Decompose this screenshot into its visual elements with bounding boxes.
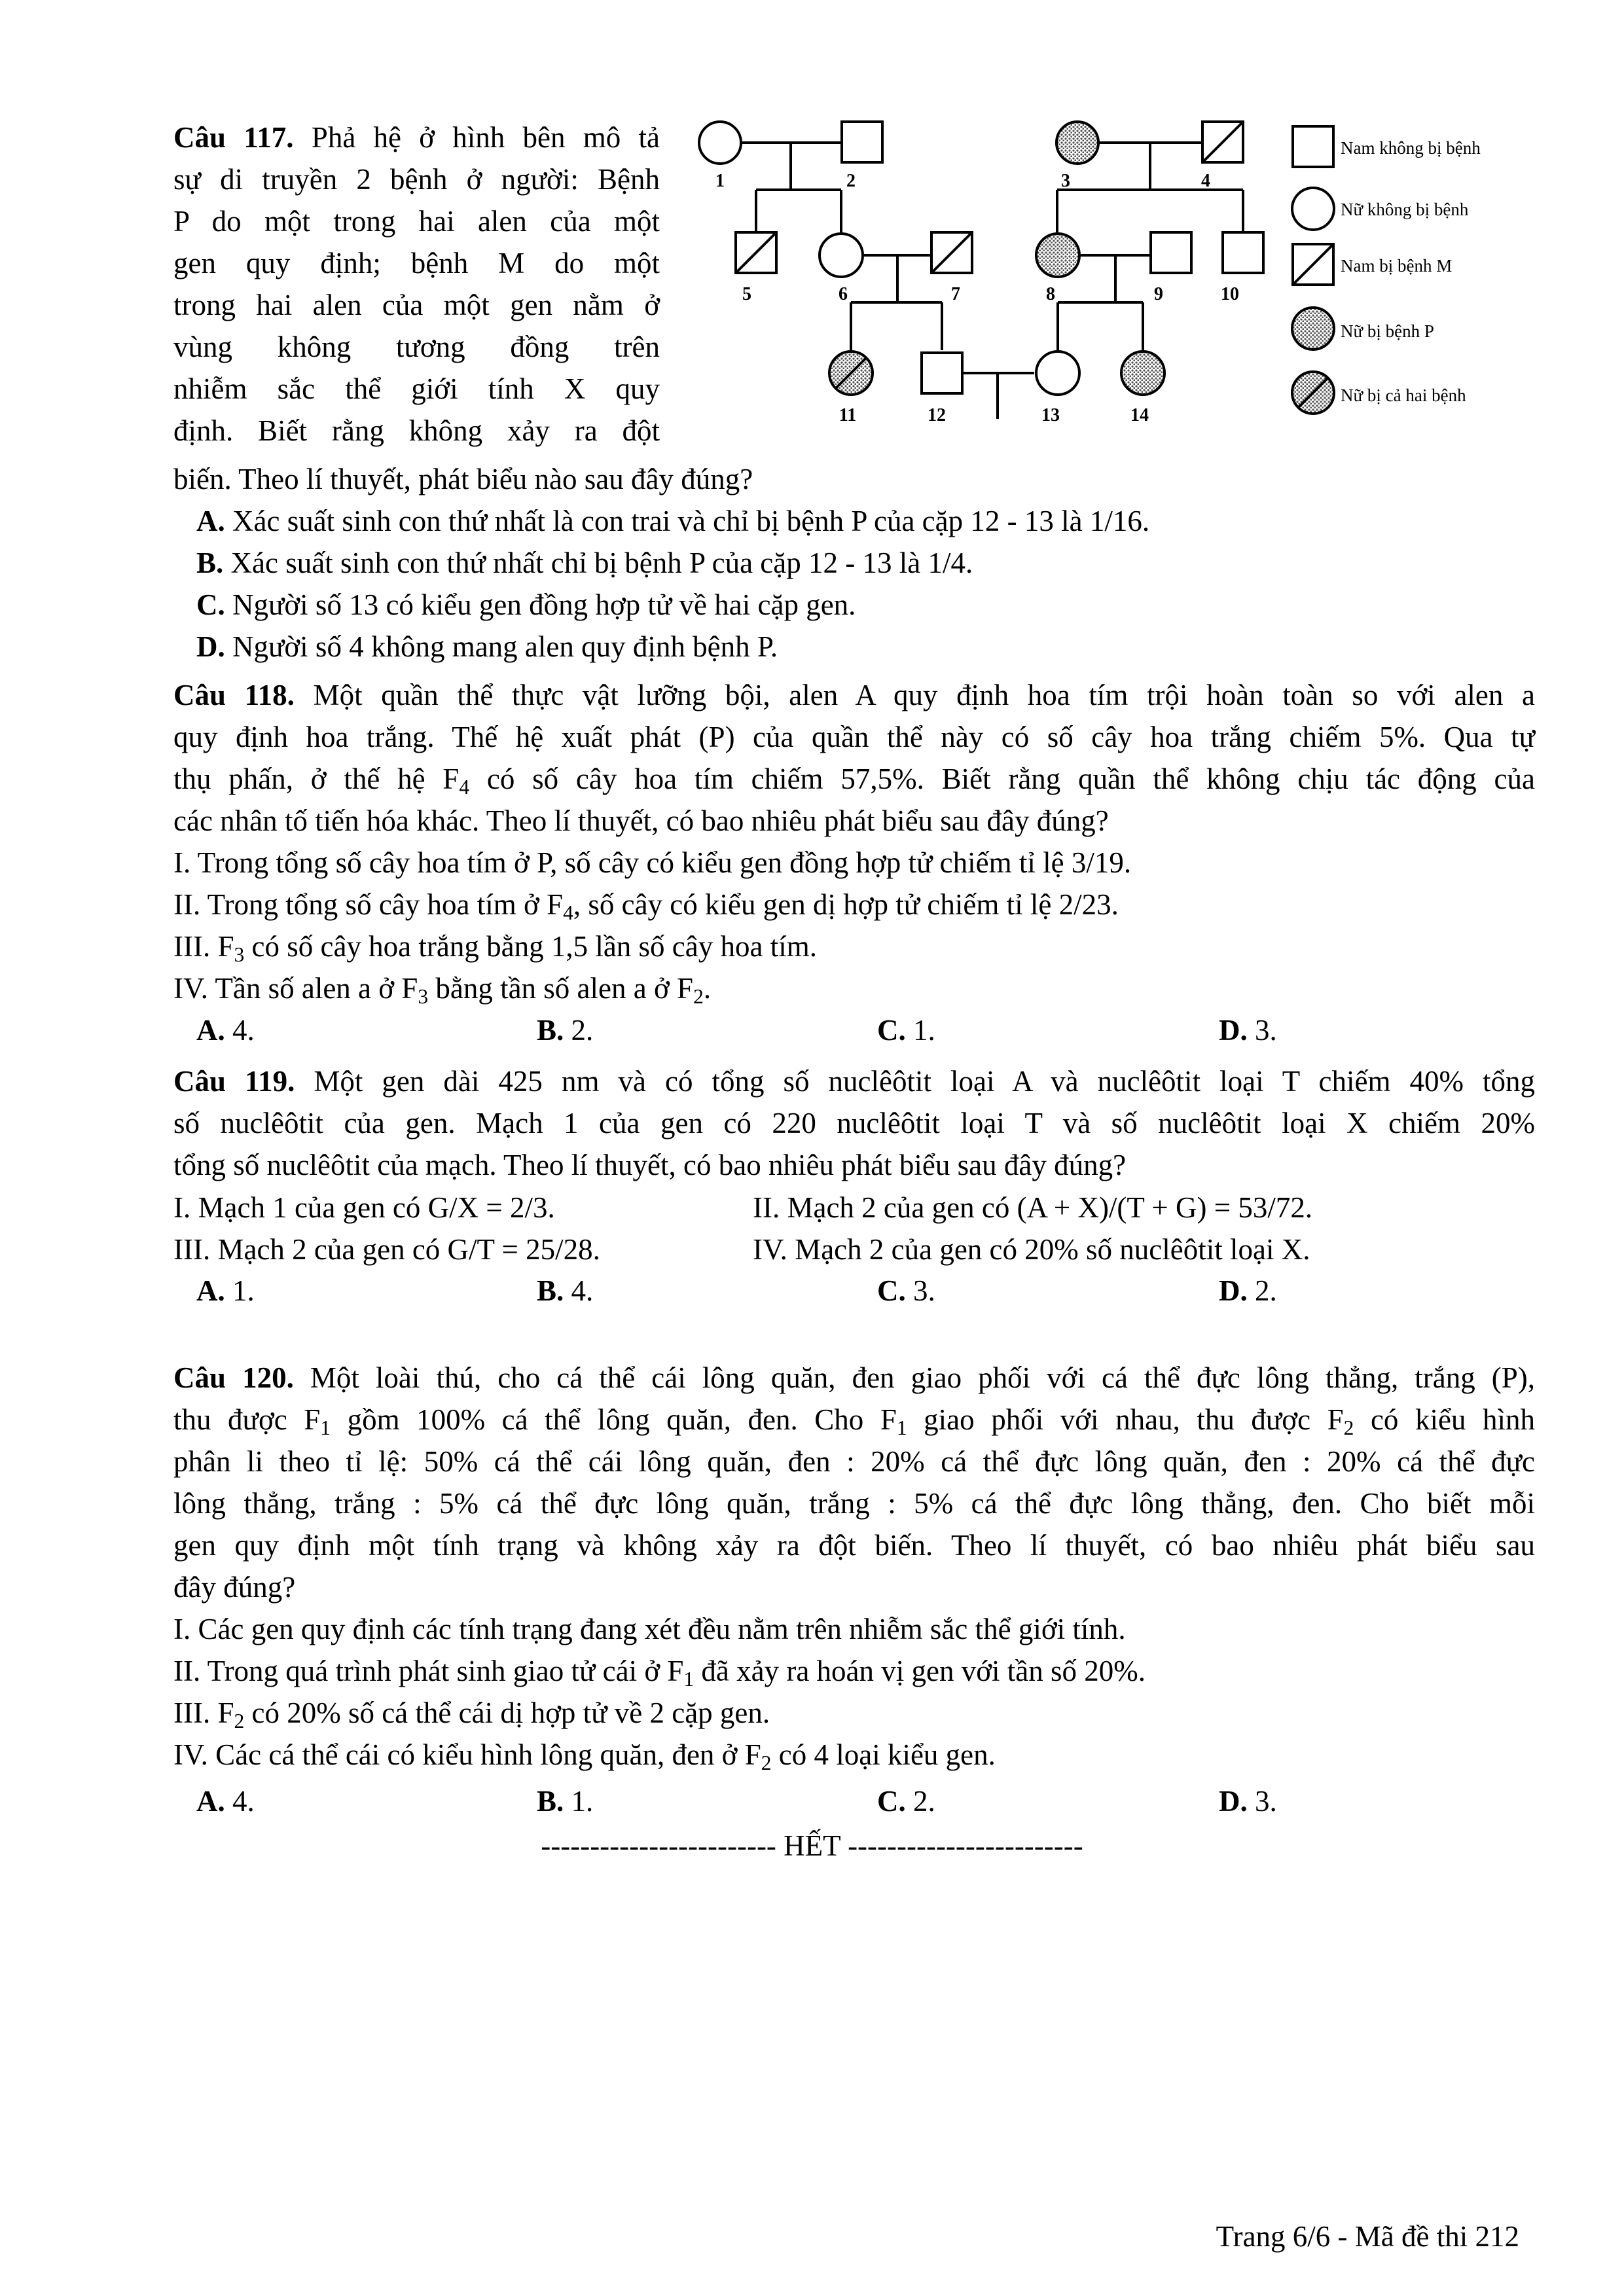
q118-statement-4: IV. Tần số alen a ở $F_3$ bằng tần số alen a ở $F_2$. — [173, 972, 712, 1008]
legend-label-female-both: Nữ bị cả hai bệnh — [1341, 386, 1466, 405]
q118-statement-3: III. $F_3$ có số cây hoa trắng bằng 1,5 lần số cây hoa tím. — [173, 930, 817, 966]
q117-option-b: B. Xác suất sinh con thứ nhất chỉ bị bệnh P của cặp 12 - 13 là 1/4. — [196, 547, 973, 579]
q118-line: Câu 118. Một quần thể thực vật lưỡng bội, alen A quy định hoa tím trội hoàn toàn so với alen a — [173, 679, 1535, 711]
label-9: 9 — [1154, 284, 1163, 304]
individual-12 — [922, 353, 962, 393]
q119-answer-a: A. 1. — [196, 1274, 255, 1307]
q118-answer-b: B. 2. — [537, 1014, 594, 1047]
q119-stem — [173, 1060, 1535, 1186]
q120-statement-1: I. Các gen quy định các tính trạng đang xét đều nằm trên nhiễm sắc thể giới tính. — [173, 1613, 1126, 1645]
q117-option-c: C. Người số 13 có kiểu gen đồng hợp tử về hai cặp gen. — [196, 588, 856, 621]
q120-statement-3: III. $F_2$ có 20% số cá thể cái dị hợp tử về 2 cặp gen. — [173, 1696, 770, 1732]
q120-line: thu được $F_1$ gồm 100% cá thể lông quăn, đen. Cho $F_1$ giao phối với nhau, thu được $F_2$ có kiểu hình — [173, 1403, 1535, 1439]
label-4: 4 — [1201, 171, 1210, 191]
q119-answer-d: D. 2. — [1219, 1274, 1277, 1307]
q119-statement-3: III. Mạch 2 của gen có G/T = 25/28. — [173, 1233, 600, 1266]
q118-stem — [173, 674, 1535, 1009]
q119-line: số nuclêôtit của gen. Mạch 1 của gen có 220 nuclêôtit loại T và số nuclêôtit loại X chiếm 20% — [173, 1107, 1535, 1139]
q117-intro — [173, 117, 660, 452]
label-7: 7 — [951, 284, 960, 304]
label-12: 12 — [928, 405, 946, 425]
question-label: Câu 117. — [173, 121, 294, 154]
q119-answer-b: B. 4. — [537, 1274, 594, 1307]
q118-answer-d: D. 3. — [1219, 1014, 1277, 1047]
q118-line: quy định hoa trắng. Thế hệ xuất phát (P) của quần thể này có số cây hoa trắng chiếm 5%. Qua tự — [173, 721, 1535, 753]
q120-statement-2: II. Trong quá trình phát sinh giao tử cái ở $F_1$ đã xảy ra hoán vị gen với tần số 20%. — [173, 1655, 1146, 1691]
individual-13 — [1036, 351, 1079, 395]
pedigree-diagram — [681, 111, 1532, 452]
q120-line: lông thẳng, trắng : 5% cá thể đực lông quăn, trắng : 5% cá thể đực lông thẳng, đen. Cho biết mỗi — [173, 1487, 1535, 1520]
label-13: 13 — [1041, 405, 1060, 425]
label-6: 6 — [839, 284, 848, 304]
q118-line: thụ phấn, ở thế hệ $F_4$ có số cây hoa tím chiếm 57,5%. Biết rằng quần thể không chịu tác động của — [173, 762, 1535, 798]
q120-statement-4: IV. Các cá thể cái có kiểu hình lông quăn, đen ở $F_2$ có 4 loại kiểu gen. — [173, 1738, 996, 1774]
legend-label-male-m: Nam bị bệnh M — [1341, 256, 1453, 276]
q119-answer-c: C. 3. — [877, 1274, 935, 1307]
q117-line: P do một trong hai alen của một — [173, 205, 660, 238]
legend-label-female-normal: Nữ không bị bệnh — [1341, 200, 1469, 219]
q117-line: trong hai alen của một gen nằm ở — [173, 289, 660, 321]
q119-line: Câu 119. Một gen dài 425 nm và có tổng số nuclêôtit loại A và nuclêôtit loại T chiếm 40% tổng — [173, 1065, 1535, 1098]
question-label: Câu 120. — [173, 1361, 294, 1394]
q119-line: tổng số nuclêôtit của mạch. Theo lí thuyết, có bao nhiêu phát biểu sau đây đúng? — [173, 1149, 1127, 1181]
q120-line: phân li theo tỉ lệ: 50% cá thể cái lông quăn, đen : 20% cá thể đực lông quăn, đen : 20% cá thể đực — [173, 1445, 1535, 1478]
legend-symbol-female-normal — [1292, 188, 1334, 230]
individual-8 — [1036, 234, 1079, 277]
q117-option-d: D. Người số 4 không mang alen quy định bệnh P. — [196, 630, 778, 663]
q117-line: sự di truyền 2 bệnh ở người: Bệnh — [173, 163, 660, 196]
q120-answer-b: B. 1. — [537, 1785, 594, 1818]
legend-symbol-female-p — [1292, 308, 1334, 350]
q119-statement-2: II. Mạch 2 của gen có (A + X)/(T + G) = 53/72. — [753, 1191, 1313, 1224]
page-footer: Trang 6/6 - Mã đề thi 212 — [1216, 2220, 1519, 2253]
q118-answer-a: A. 4. — [196, 1014, 255, 1047]
end-mark: ------------------------ HẾT ------------------------ — [541, 1829, 1083, 1862]
label-2: 2 — [846, 171, 856, 191]
individual-1 — [699, 122, 741, 164]
q120-answer-a: A. 4. — [196, 1785, 255, 1818]
question-label: Câu 118. — [173, 679, 295, 711]
q120-line: đây đúng? — [173, 1571, 296, 1604]
legend-symbol-male-normal — [1293, 126, 1333, 167]
q118-line: các nhân tố tiến hóa khác. Theo lí thuyết, có bao nhiêu phát biểu sau đây đúng? — [173, 804, 1109, 837]
q117-line: Câu 117. Phả hệ ở hình bên mô tả — [173, 121, 660, 154]
q117-line: định. Biết rằng không xảy ra đột — [173, 414, 660, 447]
individual-10 — [1223, 232, 1263, 273]
q117-line: vùng không tương đồng trên — [173, 331, 660, 363]
q118-answer-c: C. 1. — [877, 1014, 935, 1047]
q117-intro-last: biến. Theo lí thuyết, phát biểu nào sau đây đúng? — [173, 463, 753, 495]
legend-label-male-normal: Nam không bị bệnh — [1341, 138, 1481, 158]
label-10: 10 — [1221, 284, 1239, 304]
individual-9 — [1151, 232, 1191, 273]
q117-line: gen quy định; bệnh M do một — [173, 247, 660, 279]
label-3: 3 — [1061, 171, 1070, 191]
label-5: 5 — [742, 284, 751, 304]
label-8: 8 — [1046, 284, 1055, 304]
q118-statement-1: I. Trong tổng số cây hoa tím ở P, số cây có kiểu gen đồng hợp tử chiếm tỉ lệ 3/19. — [173, 846, 1132, 879]
q120-line: gen quy định một tính trạng và không xảy ra đột biến. Theo lí thuyết, có bao nhiêu phát biểu sau — [173, 1529, 1535, 1562]
individual-3 — [1056, 122, 1098, 164]
q119-statement-4: IV. Mạch 2 của gen có 20% số nuclêôtit loại X. — [753, 1233, 1310, 1266]
q117-line: nhiễm sắc thể giới tính X quy — [173, 372, 660, 405]
q120-answer-d: D. 3. — [1219, 1785, 1277, 1818]
question-label: Câu 119. — [173, 1065, 295, 1098]
q120-line: Câu 120. Một loài thú, cho cá thể cái lông quăn, đen giao phối với cá thể đực lông thẳng, trắng (P), — [173, 1361, 1535, 1394]
legend-label-female-p: Nữ bị bệnh P — [1341, 321, 1434, 341]
label-14: 14 — [1130, 405, 1149, 425]
q119-statement-1: I. Mạch 1 của gen có G/X = 2/3. — [173, 1191, 555, 1224]
label-1: 1 — [715, 171, 725, 191]
q117-option-a: A. Xác suất sinh con thứ nhất là con trai và chỉ bị bệnh P của cặp 12 - 13 là 1/16. — [196, 505, 1150, 537]
q118-statement-2: II. Trong tổng số cây hoa tím ở $F_4$, số cây có kiểu gen dị hợp tử chiếm tỉ lệ 2/23. — [173, 888, 1119, 924]
individual-6 — [820, 234, 863, 277]
individual-14 — [1121, 351, 1164, 395]
individual-2 — [842, 122, 882, 162]
q120-stem — [173, 1357, 1535, 1776]
q120-answer-c: C. 2. — [877, 1785, 935, 1818]
label-11: 11 — [839, 405, 857, 425]
